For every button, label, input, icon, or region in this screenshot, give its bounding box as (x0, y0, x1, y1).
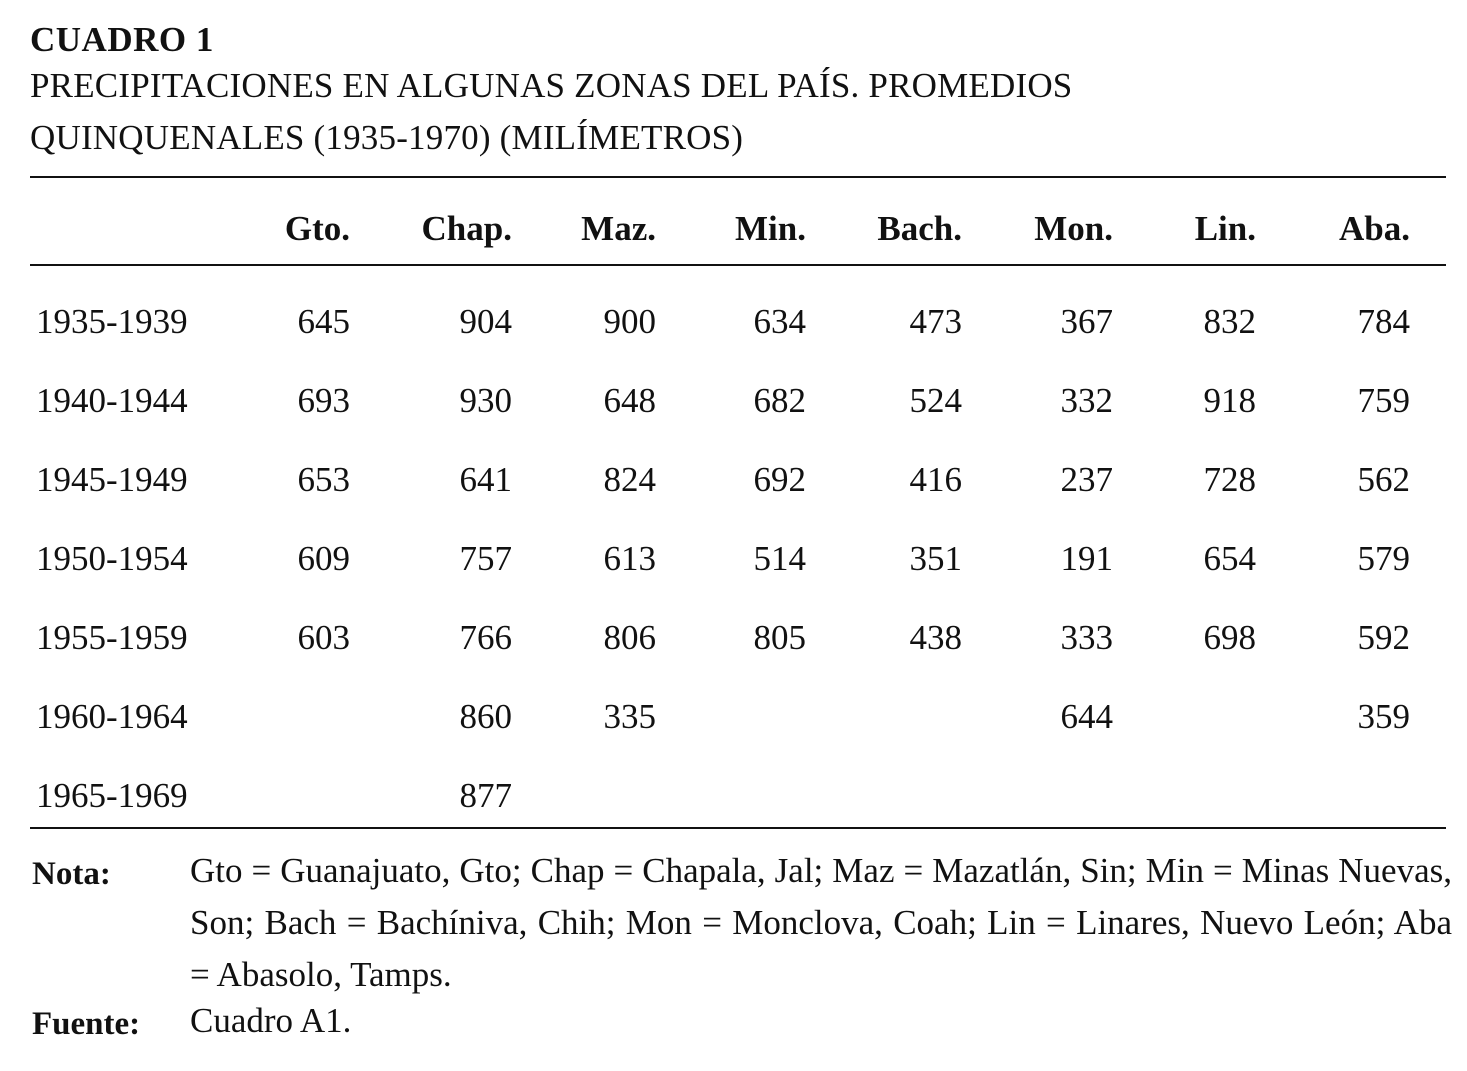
table-cell: 824 (603, 460, 656, 499)
table-cell: 805 (753, 618, 806, 657)
table-cell: 579 (1357, 539, 1410, 578)
col-header-chap: Chap. (421, 209, 512, 248)
table-row (0, 539, 1467, 599)
table-cell: 654 (1203, 539, 1256, 578)
table-cell: 351 (909, 539, 962, 578)
table-cell: 335 (603, 697, 656, 736)
fuente-label: Fuente: (32, 1006, 141, 1042)
bottom-rule (30, 827, 1446, 829)
header-rule (30, 264, 1446, 266)
table-cell: 784 (1357, 302, 1410, 341)
table-cell: 359 (1357, 697, 1410, 736)
table-cell: 333 (1060, 618, 1113, 657)
table-row (0, 302, 1467, 362)
table-cell: 191 (1060, 539, 1113, 578)
col-header-gto: Gto. (284, 209, 350, 248)
table-cell: 562 (1357, 460, 1410, 499)
table-cell: 904 (459, 302, 512, 341)
table-cell: 682 (753, 381, 806, 420)
row-period: 1935-1939 (36, 302, 188, 341)
row-period: 1965-1969 (36, 776, 188, 815)
table-label: CUADRO 1 (30, 20, 214, 59)
row-period: 1945-1949 (36, 460, 188, 499)
col-header-min: Min. (735, 209, 806, 248)
table-cell: 367 (1060, 302, 1113, 341)
table-title-line-1: PRECIPITACIONES EN ALGUNAS ZONAS DEL PAÍS. PROMEDIOS (30, 66, 1073, 105)
table-row (0, 460, 1467, 520)
table-row (0, 618, 1467, 678)
table-cell: 416 (909, 460, 962, 499)
table-cell: 634 (753, 302, 806, 341)
table-cell: 603 (297, 618, 350, 657)
table-cell: 806 (603, 618, 656, 657)
col-header-mon: Mon. (1034, 209, 1113, 248)
row-period: 1950-1954 (36, 539, 188, 578)
table-cell: 692 (753, 460, 806, 499)
top-rule (30, 176, 1446, 178)
table-cell: 613 (603, 539, 656, 578)
table-cell: 728 (1203, 460, 1256, 499)
table-cell: 524 (909, 381, 962, 420)
table-cell: 918 (1203, 381, 1256, 420)
row-period: 1960-1964 (36, 697, 188, 736)
table-cell: 438 (909, 618, 962, 657)
table-cell: 645 (297, 302, 350, 341)
table-cell: 832 (1203, 302, 1256, 341)
table-cell: 592 (1357, 618, 1410, 657)
table-cell: 648 (603, 381, 656, 420)
table-cell: 693 (297, 381, 350, 420)
table-cell: 332 (1060, 381, 1113, 420)
table-cell: 757 (459, 539, 512, 578)
table-cell: 644 (1060, 697, 1113, 736)
table-cell: 877 (459, 776, 512, 815)
row-period: 1955-1959 (36, 618, 188, 657)
table-cell: 609 (297, 539, 350, 578)
table-cell: 641 (459, 460, 512, 499)
fuente-text: Cuadro A1. (190, 1001, 352, 1040)
table-row (0, 697, 1467, 757)
table-title-line-2: QUINQUENALES (1935-1970) (MILÍMETROS) (30, 118, 744, 157)
row-period: 1940-1944 (36, 381, 188, 420)
table-cell: 514 (753, 539, 806, 578)
table-cell: 860 (459, 697, 512, 736)
table-cell: 930 (459, 381, 512, 420)
table-cell: 473 (909, 302, 962, 341)
col-header-bach: Bach. (877, 209, 962, 248)
table-cell: 653 (297, 460, 350, 499)
table-cell: 237 (1060, 460, 1113, 499)
col-header-maz: Maz. (581, 209, 656, 248)
table-row (0, 381, 1467, 441)
col-header-lin: Lin. (1194, 209, 1256, 248)
table-cell: 759 (1357, 381, 1410, 420)
nota-text: Gto = Guanajuato, Gto; Chap = Chapala, Jal; Maz = Mazatlán, Sin; Min = Minas Nuevas, Son; Bach = Bachíniva, Chih; Mon = Monclova, Coah; Lin = Linares, Nuevo León; Aba = Abasolo, Tamps. (190, 851, 1452, 994)
col-header-aba: Aba. (1339, 209, 1410, 248)
table-cell: 766 (459, 618, 512, 657)
table-cell: 698 (1203, 618, 1256, 657)
table-cell: 900 (603, 302, 656, 341)
nota-label: Nota: (32, 856, 111, 892)
